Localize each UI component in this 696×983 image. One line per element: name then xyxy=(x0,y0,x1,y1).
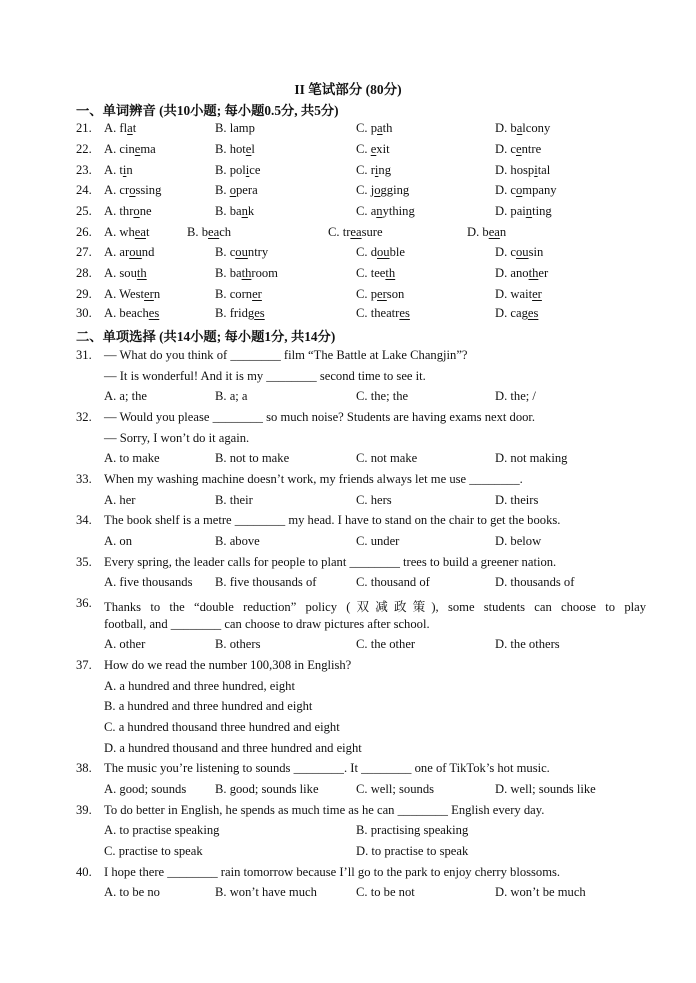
option-a: A. to practise speaking xyxy=(104,823,220,837)
question-stem: The music you’re listening to sounds ________. It ________ one of TikTok’s hot music. xyxy=(104,761,550,775)
option-text: B. ba xyxy=(215,204,242,218)
option-text-rest: lcony xyxy=(522,121,551,135)
option-d: D. the others xyxy=(495,637,560,651)
section-heading-single-choice: 二、单项选择 (共14小题; 每小题1分, 共14分) xyxy=(76,329,336,344)
question-37-option-d xyxy=(76,741,636,759)
option-b: B. five thousands of xyxy=(215,575,317,589)
option-text: B. b xyxy=(187,225,208,239)
option-text: D. c xyxy=(495,183,516,197)
option-c xyxy=(356,306,410,321)
option-c xyxy=(356,142,390,157)
phonetics-question xyxy=(76,163,636,181)
underlined-letters: ou xyxy=(515,245,529,259)
question-36-options xyxy=(76,637,636,655)
question-stem-continued: — It is wonderful! And it is my ________ second time to see it. xyxy=(104,369,426,383)
underlined-letters: ea xyxy=(350,225,362,239)
option-d: D. well; sounds like xyxy=(495,782,596,796)
underlined-letters: a xyxy=(127,121,133,135)
option-text-rest: room xyxy=(251,266,278,280)
phonetics-question xyxy=(76,245,636,263)
option-text-rest: xit xyxy=(376,142,390,156)
phonetics-question xyxy=(76,142,636,160)
question-stem: When my washing machine doesn’t work, my friends always let me use ________. xyxy=(104,472,523,486)
underlined-letters: ea xyxy=(134,225,146,239)
option-c xyxy=(356,121,392,136)
option-text: B. pol xyxy=(215,163,246,177)
option-text: D. c xyxy=(495,142,516,156)
option-text: D. c xyxy=(495,245,516,259)
question-stem: I hope there ________ rain tomorrow because I’ll go to the park to enjoy cherry blossoms. xyxy=(104,865,561,879)
option-text-rest: gging xyxy=(380,183,410,197)
option-b xyxy=(215,163,260,178)
question-number: 24. xyxy=(76,183,92,197)
option-text-rest: k xyxy=(247,204,255,218)
underlined-letters: n xyxy=(241,204,248,218)
option-b xyxy=(215,183,258,198)
underlined-letters: o xyxy=(374,183,381,197)
underlined-letters: e xyxy=(370,142,377,156)
question-34 xyxy=(76,513,636,531)
option-a: A. a; the xyxy=(104,389,148,403)
option-b: B. practising speaking xyxy=(356,823,469,837)
option-text: B. hot xyxy=(215,142,246,156)
option-text-rest: er xyxy=(538,266,549,280)
option-c xyxy=(356,163,391,178)
question-number: 33. xyxy=(76,472,92,486)
question-31 xyxy=(76,348,636,366)
option-c xyxy=(328,225,383,240)
option-b xyxy=(215,121,255,136)
question-33 xyxy=(76,472,636,490)
option-c: C. well; sounds xyxy=(356,782,435,796)
question-39-options-ab xyxy=(76,823,636,841)
question-number: 32. xyxy=(76,410,92,424)
option-text-rest: ng xyxy=(378,163,391,177)
phonetics-question xyxy=(76,225,636,243)
underlined-letters: o xyxy=(515,183,523,197)
option-text-rest: n xyxy=(499,225,507,239)
option-text-rest: ntry xyxy=(247,245,269,259)
option-text: C. j xyxy=(356,183,375,197)
option-text: B. c xyxy=(215,245,236,259)
option-text-rest: ch xyxy=(219,225,232,239)
option-a xyxy=(104,306,159,321)
option-text-rest: ble xyxy=(389,245,405,259)
question-37-option-c xyxy=(76,720,636,738)
option-b xyxy=(187,225,231,240)
option-text: D. wait xyxy=(495,287,533,301)
question-39 xyxy=(76,803,636,821)
underlined-letters: i xyxy=(122,163,127,177)
underlined-letters: er xyxy=(532,287,542,301)
option-d xyxy=(495,204,552,219)
option-a: A. a hundred and three hundred, eight xyxy=(104,679,295,693)
option-b: B. good; sounds like xyxy=(215,782,319,796)
option-text: D. b xyxy=(495,121,517,135)
question-36 xyxy=(76,596,646,614)
question-32-line2 xyxy=(76,431,636,449)
option-c: C. not make xyxy=(356,451,418,465)
option-text: B. fridg xyxy=(215,306,255,320)
option-c: C. under xyxy=(356,534,400,548)
option-a xyxy=(104,266,147,281)
option-text-rest: n xyxy=(126,163,133,177)
option-text-rest: n xyxy=(153,287,161,301)
question-number: 22. xyxy=(76,142,92,156)
question-number: 39. xyxy=(76,803,92,817)
question-number: 30. xyxy=(76,306,92,320)
option-a: A. good; sounds xyxy=(104,782,187,796)
option-text: C. p xyxy=(356,287,377,301)
option-text-rest: nd xyxy=(141,245,155,259)
option-a: A. on xyxy=(104,534,132,548)
option-text: C. r xyxy=(356,163,375,177)
option-b xyxy=(215,245,268,260)
option-text-rest: tal xyxy=(537,163,551,177)
underlined-letters: es xyxy=(399,306,410,320)
option-text: A. West xyxy=(104,287,145,301)
option-a: A. to make xyxy=(104,451,160,465)
question-stem: How do we read the number 100,308 in English? xyxy=(104,658,352,672)
option-text-rest: ntre xyxy=(521,142,542,156)
option-text: A. fl xyxy=(104,121,128,135)
option-text: B. ba xyxy=(215,266,242,280)
question-stem-continued: football, and ________ can choose to draw pictures after school. xyxy=(104,617,430,631)
option-c xyxy=(356,245,405,260)
option-text-rest: pera xyxy=(236,183,258,197)
question-40-options xyxy=(76,885,636,903)
question-37-option-b xyxy=(76,699,636,717)
option-text: A. thr xyxy=(104,204,134,218)
option-text: C. xyxy=(356,142,371,156)
option-d xyxy=(495,306,538,321)
option-c xyxy=(356,266,395,281)
option-text: B. corn xyxy=(215,287,253,301)
underlined-letters: e xyxy=(134,142,141,156)
question-32-options xyxy=(76,451,636,469)
question-number: 21. xyxy=(76,121,92,135)
underlined-letters: e xyxy=(245,142,252,156)
question-number: 36. xyxy=(76,596,92,610)
phonetics-question xyxy=(76,121,636,139)
underlined-letters: es xyxy=(148,306,160,320)
underlined-letters: es xyxy=(527,306,539,320)
question-number: 28. xyxy=(76,266,92,280)
question-32 xyxy=(76,410,636,428)
option-a xyxy=(104,204,152,219)
option-text-rest: l xyxy=(251,142,255,156)
phonetics-question xyxy=(76,266,636,284)
question-number: 38. xyxy=(76,761,92,775)
question-stem: Thanks to the “double reduction” policy (双减政策), some students can choose to play xyxy=(104,600,646,614)
option-b xyxy=(215,142,255,157)
option-text: D. hosp xyxy=(495,163,535,177)
question-38-options xyxy=(76,782,636,800)
option-a xyxy=(104,245,154,260)
option-b xyxy=(215,306,265,321)
option-d: D. thousands of xyxy=(495,575,575,589)
option-text-rest: t xyxy=(145,225,150,239)
option-c xyxy=(356,287,404,302)
option-text: C. p xyxy=(356,121,377,135)
option-b: B. a; a xyxy=(215,389,248,403)
option-d xyxy=(495,266,548,281)
option-d xyxy=(467,225,506,240)
option-text-rest: th xyxy=(382,121,393,135)
question-37 xyxy=(76,658,636,676)
option-c: C. the other xyxy=(356,637,416,651)
option-b xyxy=(215,287,262,302)
question-33-options xyxy=(76,493,636,511)
underlined-letters: th xyxy=(136,266,147,280)
option-d xyxy=(495,245,543,260)
question-34-options xyxy=(76,534,636,552)
phonetics-question xyxy=(76,204,636,222)
question-35 xyxy=(76,555,636,573)
option-text-rest: ssing xyxy=(135,183,162,197)
option-c: C. hers xyxy=(356,493,392,507)
question-stem: — What do you think of ________ film “The Battle at Lake Changjin”? xyxy=(104,348,468,362)
option-c xyxy=(356,204,415,219)
option-a: A. other xyxy=(104,637,146,651)
option-text: A. t xyxy=(104,163,123,177)
underlined-letters: th xyxy=(385,266,396,280)
option-text-rest: ything xyxy=(382,204,415,218)
option-a xyxy=(104,183,161,198)
question-stem-continued: — Sorry, I won’t do it again. xyxy=(104,431,250,445)
option-text: A. cr xyxy=(104,183,130,197)
question-35-options xyxy=(76,575,636,593)
option-b xyxy=(215,266,278,281)
option-b: B. above xyxy=(215,534,260,548)
section-heading-phonetics: 一、单词辨音 (共10小题; 每小题0.5分, 共5分) xyxy=(76,103,339,118)
option-c: C. thousand of xyxy=(356,575,430,589)
underlined-letters: i xyxy=(245,163,250,177)
option-c: C. practise to speak xyxy=(104,844,203,858)
question-stem: The book shelf is a metre ________ my head. I have to stand on the chair to get the books. xyxy=(104,513,561,527)
underlined-letters: i xyxy=(374,163,379,177)
option-d: D. the; / xyxy=(495,389,536,403)
option-b: B. others xyxy=(215,637,261,651)
underlined-letters: o xyxy=(133,204,140,218)
underlined-letters: th xyxy=(528,266,539,280)
page-title: II 笔试部分 (80分) xyxy=(294,82,402,97)
question-stem: To do better in English, he spends as much time as he can ________ English every day. xyxy=(104,803,545,817)
question-stem: — Would you please ________ so much noise? Students are having exams next door. xyxy=(104,410,536,424)
option-d: D. won’t be much xyxy=(495,885,586,899)
question-31-line2 xyxy=(76,369,636,387)
option-text: B. xyxy=(215,183,230,197)
option-d xyxy=(495,183,557,198)
option-b xyxy=(215,204,254,219)
underlined-letters: n xyxy=(525,204,533,218)
phonetics-question xyxy=(76,183,636,201)
option-d: D. theirs xyxy=(495,493,539,507)
question-number: 23. xyxy=(76,163,92,177)
underlined-letters: es xyxy=(254,306,265,320)
underlined-letters: e xyxy=(515,142,522,156)
underlined-letters: n xyxy=(376,204,383,218)
underlined-letters: er xyxy=(144,287,154,301)
underlined-letters: i xyxy=(534,163,538,177)
underlined-letters: er xyxy=(377,287,387,301)
option-c: C. a hundred thousand three hundred and eight xyxy=(104,720,340,734)
option-text: D. pai xyxy=(495,204,526,218)
underlined-letters: ou xyxy=(235,245,248,259)
option-a xyxy=(104,163,133,178)
option-a: A. her xyxy=(104,493,136,507)
underlined-letters: o xyxy=(229,183,236,197)
question-stem: Every spring, the leader calls for people to plant ________ trees to build a greener nation. xyxy=(104,555,557,569)
option-a: A. to be no xyxy=(104,885,160,899)
question-number: 25. xyxy=(76,204,92,218)
option-text: B. lamp xyxy=(215,121,255,135)
option-d: D. below xyxy=(495,534,542,548)
underlined-letters: ea xyxy=(488,225,500,239)
option-text: D. cag xyxy=(495,306,528,320)
option-text: C. a xyxy=(356,204,377,218)
question-31-options xyxy=(76,389,636,407)
question-number: 40. xyxy=(76,865,92,879)
option-d xyxy=(495,287,542,302)
option-b: B. their xyxy=(215,493,253,507)
question-40 xyxy=(76,865,636,883)
question-39-options-cd xyxy=(76,844,636,862)
option-text-rest: t xyxy=(132,121,137,135)
option-b: B. won’t have much xyxy=(215,885,317,899)
option-text-rest: ma xyxy=(140,142,156,156)
option-text: A. ar xyxy=(104,245,130,259)
option-d xyxy=(495,142,541,157)
option-text: C. tr xyxy=(328,225,351,239)
option-text: A. cin xyxy=(104,142,135,156)
option-text-rest: mpany xyxy=(522,183,557,197)
option-d xyxy=(495,121,550,136)
option-d: D. to practise to speak xyxy=(356,844,469,858)
option-b: B. a hundred and three hundred and eight xyxy=(104,699,313,713)
option-text-rest: ne xyxy=(139,204,152,218)
underlined-letters: ou xyxy=(377,245,390,259)
option-text-rest: ting xyxy=(532,204,552,218)
option-text-rest: son xyxy=(386,287,405,301)
underlined-letters: ea xyxy=(208,225,220,239)
option-text: D. b xyxy=(467,225,489,239)
option-c: C. the; the xyxy=(356,389,409,403)
underlined-letters: th xyxy=(241,266,252,280)
option-d xyxy=(495,163,550,178)
underlined-letters: a xyxy=(377,121,383,135)
phonetics-question xyxy=(76,306,636,324)
option-b: B. not to make xyxy=(215,451,290,465)
question-number: 26. xyxy=(76,225,92,239)
question-number: 37. xyxy=(76,658,92,672)
option-d: D. not making xyxy=(495,451,568,465)
option-text-rest: sin xyxy=(528,245,544,259)
option-text-rest: ce xyxy=(249,163,261,177)
underlined-letters: ou xyxy=(129,245,142,259)
question-number: 31. xyxy=(76,348,92,362)
question-37-option-a xyxy=(76,679,636,697)
option-text: C. tee xyxy=(356,266,386,280)
question-number: 27. xyxy=(76,245,92,259)
option-text: D. ano xyxy=(495,266,529,280)
phonetics-question xyxy=(76,287,636,305)
question-36-line2 xyxy=(76,617,636,635)
option-text-rest: sure xyxy=(361,225,383,239)
question-number: 29. xyxy=(76,287,92,301)
option-a xyxy=(104,225,149,240)
question-number: 35. xyxy=(76,555,92,569)
option-text: C. theatr xyxy=(356,306,400,320)
option-text: A. beach xyxy=(104,306,149,320)
option-a xyxy=(104,287,160,302)
option-a xyxy=(104,121,136,136)
option-text: A. sou xyxy=(104,266,137,280)
option-d: D. a hundred thousand and three hundred and eight xyxy=(104,741,362,755)
option-c: C. to be not xyxy=(356,885,415,899)
underlined-letters: a xyxy=(516,121,523,135)
question-38 xyxy=(76,761,636,779)
option-text: C. d xyxy=(356,245,377,259)
option-c xyxy=(356,183,409,198)
question-number: 34. xyxy=(76,513,92,527)
option-a xyxy=(104,142,156,157)
option-text: A. wh xyxy=(104,225,135,239)
underlined-letters: er xyxy=(252,287,262,301)
underlined-letters: o xyxy=(129,183,136,197)
option-a: A. five thousands xyxy=(104,575,193,589)
